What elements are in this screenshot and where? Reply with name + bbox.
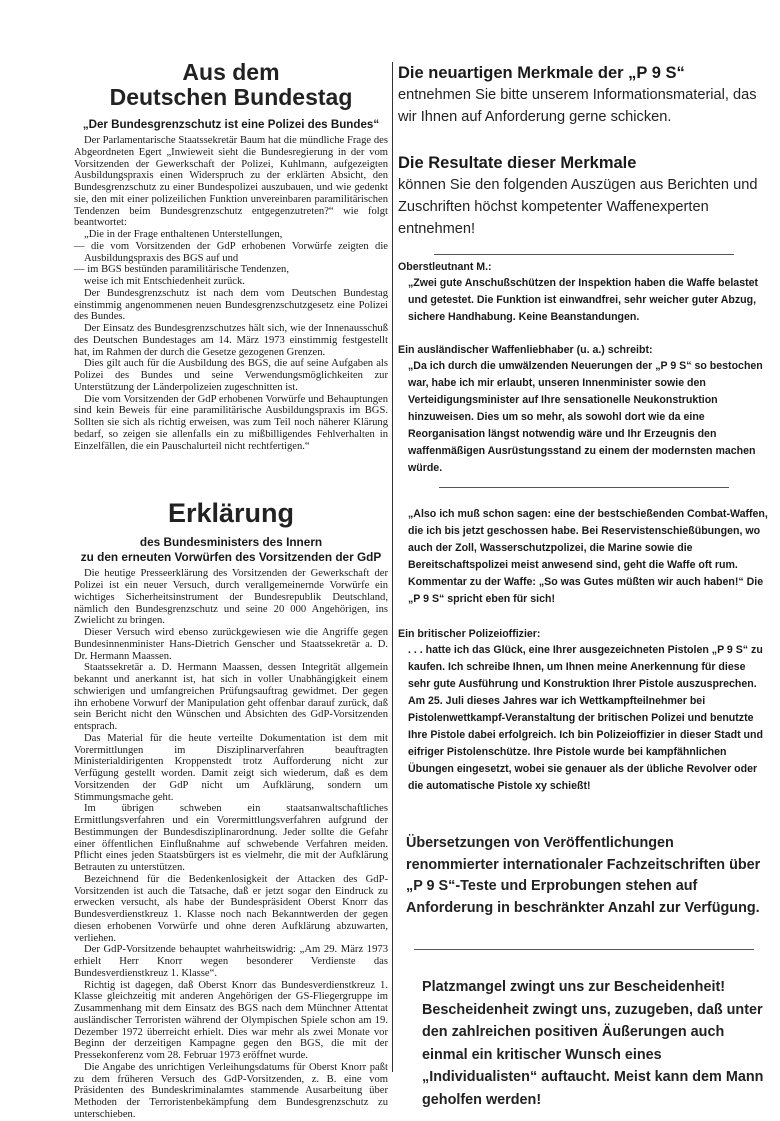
quote-text: „Zwei gute Anschußschützen der Inspektion haben die Waffe belastet und getestet. Die Funktion ist einwandfrei, sehr weicher guter Abzug, sichere Handhabung. Keine Beanstandungen.	[408, 277, 759, 323]
paragraph: Das Material für die heute verteilte Dokumentation ist dem mit Vorermittlungen im Disziplinarverfahren beauftragten Ministerialdirigenten Kroppenstedt trotz Aufforderung nicht zur Verfügung gestellt worden. Damit zeigt sich wiederum, daß es dem Vorsitzenden der GdP nicht um Aufklärung, sondern um Stimmungsmache geht.	[74, 732, 388, 803]
bundestag-title-line1: Aus dem	[182, 59, 280, 85]
quote-block	[398, 259, 770, 326]
quote-block	[398, 626, 770, 795]
erklaerung-subtitle-line1: des Bundesministers des Innern	[139, 535, 323, 550]
erklaerung-title: Erklärung	[167, 498, 295, 529]
article-bundestag	[74, 135, 388, 452]
paragraph: Dies gilt auch für die Ausbildung des BGS, die auf seine Aufgaben als Polizei des Bundes und seine Verwendungsmöglichkeiten zur Unterstützung der Länderpolizeien zugeschnitten ist.	[74, 358, 388, 393]
features-heading: Die neuartigen Merkmale der „P 9 S“	[398, 64, 685, 82]
quote-author: Ein ausländischer Waffenliebhaber (u. a.) schreibt:	[398, 344, 653, 356]
quote-text: . . . hatte ich das Glück, eine Ihrer ausgezeichneten Pistolen „P 9 S“ zu kaufen. Ich schreibe Ihnen, um Ihnen meine Anerkennung für diese sehr gute Ausführung und Konstruktion Ihrer Pistole auszusprechen.	[408, 644, 763, 690]
paragraph: weise ich mit Entschiedenheit zurück.	[84, 276, 245, 287]
list-item: — die vom Vorsitzenden der GdP erhobenen Vorwürfe zeigten die Ausbildungspraxis des BGS auf und	[74, 240, 388, 264]
quote-text: „Da ich durch die umwälzenden Neuerungen der „P 9 S“ so bestochen war, habe ich mir erlaubt, unseren Innenminister sowie den Verteidigungsminister auf Ihre sensationelle Neukonstruktion hinzuweisen. Dies um so mehr, als sowohl dort wie da eine Reorganisation längst notwendig wäre und Ihr Erzeugnis den waffenmäßigen Ausrüstungsstand zu einem der modernsten machen würde.	[408, 360, 763, 474]
paragraph: Die heutige Presseerklärung des Vorsitzenden der Gewerkschaft der Polizei ist ein neuer Versuch, durch verallgemeinernde Vorwürfe ein wichtiges Sicherheitsinstrument der Bundesrepublik Deutschland, nämlich den Bundesgrenzschutz und seine 20 000 Angehörigen, ins Zwielicht zu bringen.	[74, 568, 388, 627]
erklaerung-subtitle-line2: zu den erneuten Vorwürfen des Vorsitzenden der GdP	[80, 550, 382, 565]
separator	[414, 949, 754, 950]
paragraph: Richtig ist dagegen, daß Oberst Knorr das Bundesverdienstkreuz 1. Klasse gleichzeitig mit anderen Angehörigen der GS-Fliegergruppe im Zusammenhang mit dem Einsatz des BGS nach dem Münchner Attentat ausländischer Terroristen während der Olympischen Spiele schon am 19. Dezember 1972 überreicht erhielt. Dies war mehr als zwei Monate vor Beginn der derzeitigen Kampagne gegen den BGS, die mit der Pressekonferenz vom 28. Februar 1973 eröffnet wurde.	[74, 979, 388, 1061]
paragraph: Bezeichnend für die Bedenkenlosigkeit der Attacken des GdP-Vorsitzenden ist auch die Tatsache, daß er jetzt sogar den Eindruck zu erwecken versucht, als habe der Bundespräsident Oberst Knorr das Bundesverdienstkreuz 1. Klasse noch nach Bekanntwerden der gegen diesen erhobenen Vorwürfe und ohne deren Aufklärung abzuwarten, verliehen.	[74, 873, 388, 944]
paragraph: Die Angabe des unrichtigen Verleihungsdatums für Oberst Knorr paßt zu dem früheren Versuch des GdP-Vorsitzenden, z. B. eine vom Präsidenten des Bundeskriminalamtes stammende Ausarbeitung über Methoden der Terroristenbekämpfung dem Bundesgrenzschutz zu unterschieben.	[74, 1061, 388, 1120]
separator	[439, 487, 729, 488]
paragraph: Der Parlamentarische Staatssekretär Baum hat die mündliche Frage des Abgeordneten Egert „Inwieweit sieht die Bundesregierung in der vom Vorsitzenden der Gewerkschaft der Polizei, Kuhlmann, aufgezeigten Ausbildungspraxis einen Widerspruch zu der erklärten Absicht, den Bundesgrenzschutz zu einer Bundespolizei auszubauen, und wie gedenkt sie, den mit einer polizeilichen Funktion unvereinbaren paramilitärischen Tendenzen beim Bundesgrenzschutz entgegenzutreten?“ wie folgt beantwortet:	[74, 135, 388, 229]
bundestag-subtitle: „Der Bundesgrenzschutz ist eine Polizei des Bundes“	[82, 118, 380, 131]
closing-notice: Platzmangel zwingt uns zur Bescheidenheit! Bescheidenheit zwingt uns, zuzugeben, daß unter den zahlreichen positiven Äußerungen auch einmal ein kritischer Wunsch eines „Individualisten“ auftaucht. Meist kann dem Mann geholfen werden!	[422, 979, 764, 1108]
paragraph: Der Bundesgrenzschutz ist nach dem vom Deutschen Bundestag einstimmig angenommenen neuen Bundesgrenzschutzgesetz eine Polizei des Bundes.	[74, 287, 388, 323]
paragraph: Staatssekretär a. D. Hermann Maassen, dessen Integrität allgemein bekannt und anerkannt ist, hat sich in voller Unabhängigkeit einem schwierigen und umfangreichen Prüfungsauftrag gewidmet. Der gegen ihn erhobene Vorwurf der Manipulation geht offenbar darauf zurück, daß sein Bericht nicht den Wünschen und Absichten des GdP-Vorsitzenden entsprach.	[74, 662, 388, 732]
left-column	[74, 60, 388, 1121]
separator	[434, 254, 734, 255]
features-text: entnehmen Sie bitte unserem Informationsmaterial, das wir Ihnen auf Anforderung gerne schicken.	[398, 87, 757, 125]
quote-author: Ein britischer Polizeioffizier:	[398, 628, 541, 640]
translations-notice: Übersetzungen von Veröffentlichungen renommierter internationaler Fachzeitschriften über „P 9 S“-Teste und Erprobungen stehen auf Anforderung in beschränkter Anzahl zur Verfügung.	[406, 835, 761, 916]
erklaerung-subtitle	[74, 535, 388, 565]
bundestag-title-line2: Deutschen Bundestag	[109, 84, 353, 110]
paragraph: Der GdP-Vorsitzende behauptet wahrheitswidrig: „Am 29. März 1973 erhielt Herr Knorr wegen besonderer Verdienste das Bundesverdienstkreuz 1. Klasse“.	[74, 944, 388, 979]
quote-block	[398, 342, 770, 477]
paragraph: Der Einsatz des Bundesgrenzschutzes hält sich, wie der Innenausschuß des Deutschen Bundestages am 14. März 1973 einstimmig festgestellt hat, im Rahmen der durch die Gesetze gezogenen Grenzen.	[74, 323, 388, 358]
right-column	[398, 62, 770, 1111]
quote-text: „Also ich muß schon sagen: eine der bestschießenden Combat-Waffen, die ich bis jetzt geschossen habe. Bei Reservistenschießübungen, wo auch der Zoll, Wasserschutzpolizei, die Marine sowie die Bereitschaftspolizei meist anwesend sind, geht die Waffe oft rum. Kommentar zu der Waffe: „So was Gutes müßten wir auch haben!“ Die „P 9 S“ spricht eben für sich!	[408, 508, 768, 605]
column-divider	[392, 62, 393, 1072]
paragraph: Im übrigen schweben ein staatsanwaltschaftliches Ermittlungsverfahren und ein Vorermittlungsverfahren aufgrund der Bestimmungen der Bundesdisziplinarordnung. Jeder sollte die Gefahr einer öffentlichen Einflußnahme auf schwebende Verfahren meiden. Pflicht eines jeden Staatsbürgers ist es vielmehr, die mit der Aufklärung Betrauten zu unterstützen.	[74, 803, 388, 873]
results-heading: Die Resultate dieser Merkmale	[398, 154, 637, 172]
paragraph: „Die in der Frage enthaltenen Unterstellungen,	[84, 229, 283, 240]
article-erklaerung	[74, 568, 388, 1120]
list-item: — im BGS bestünden paramilitärische Tendenzen,	[74, 264, 290, 276]
quote-block	[398, 506, 770, 608]
quote-author: Oberstleutnant M.:	[398, 261, 492, 273]
paragraph: Die vom Vorsitzenden der GdP erhobenen Vorwürfe und Behauptungen sind kein Beweis für eine paramilitärische Ausbildungspraxis im BGS. Sollten sie sich als richtig erweisen, was zum Teil noch näherer Klärung bedarf, so zeigen sie allenfalls ein zu mißbilligendes Fehlverhalten in Einzelfällen, die ein Pauschalurteil nicht rechtfertigen.“	[74, 393, 388, 452]
results-text: können Sie den folgenden Auszügen aus Berichten und Zuschriften höchst kompetenter Waffenexperten entnehmen!	[398, 177, 758, 237]
paragraph: Dieser Versuch wird ebenso zurückgewiesen wie die Angriffe gegen Bundesinnenminister Hans-Dietrich Genscher und Staatssekretär a. D. Dr. Hermann Maassen.	[74, 627, 388, 662]
quote-text-continued: Am 25. Juli dieses Jahres war ich Wettkampfteilnehmer bei Pistolenwettkampf-Veranstaltung der britischen Polizei und benutzte Ihre Pistole dabei erfolgreich. Ich bin Polizeioffizier in dieser Stadt und eifriger Pistolenschütze. Ihre Pistole wurde bei kampfähnlichen Übungen eingesetzt, wobei sie genauer als der übliche Revolver oder die automatische Pistole xy schießt!	[408, 695, 763, 792]
